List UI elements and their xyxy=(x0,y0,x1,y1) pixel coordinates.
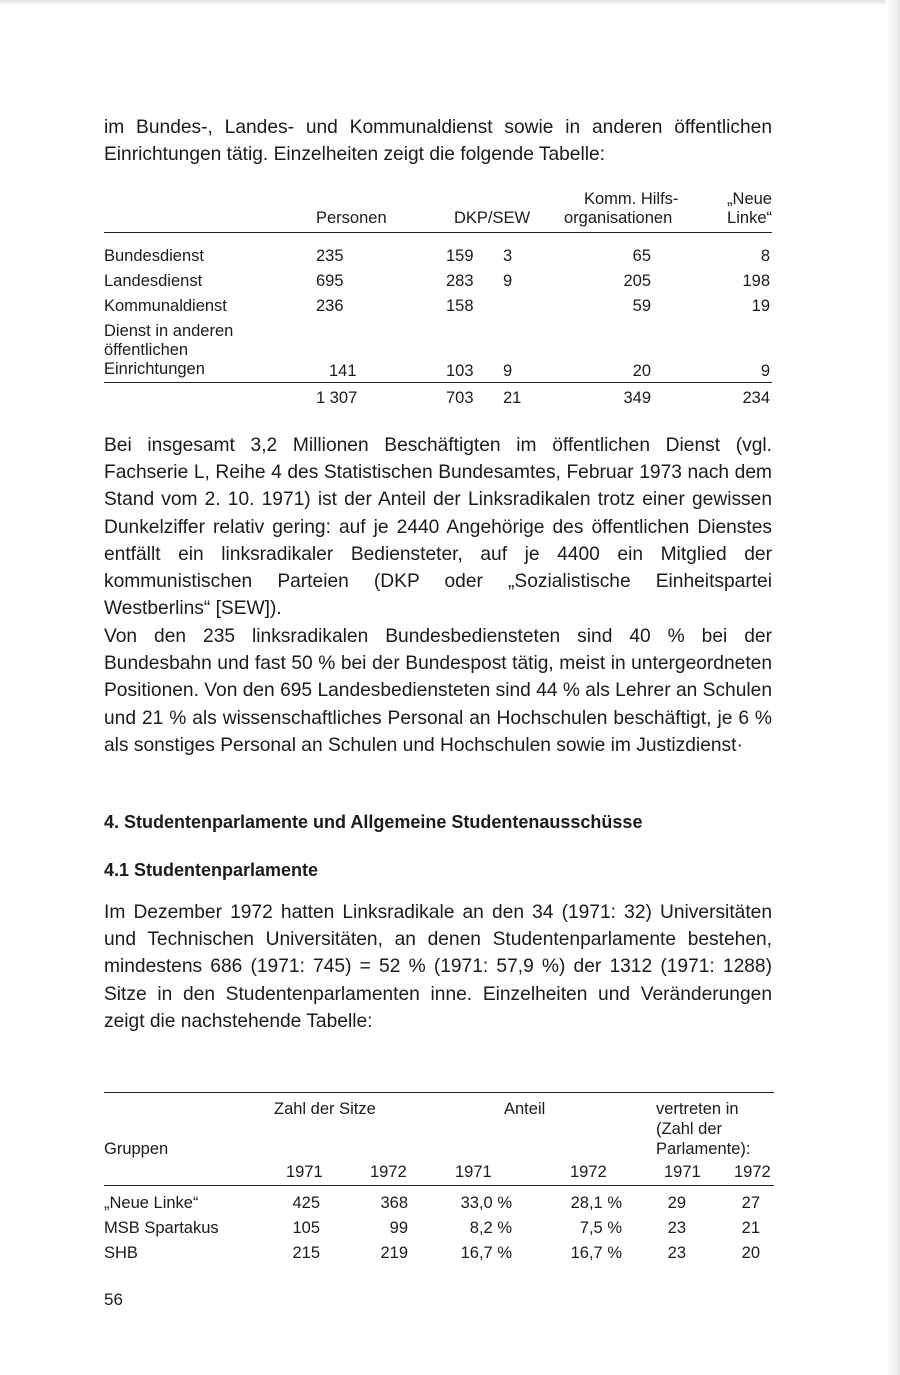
cell-sew: 9 xyxy=(503,272,513,290)
cell-neue: 198 xyxy=(742,272,770,290)
header-rule xyxy=(104,1185,774,1186)
cell-dkp: 159 xyxy=(446,247,474,265)
cell-komm: 20 xyxy=(632,362,651,380)
subsection-heading: 4.1 Studentenparlamente xyxy=(104,860,319,880)
header-gruppen: Gruppen xyxy=(104,1140,169,1158)
cell-vertreten-1972: 21 xyxy=(741,1219,760,1237)
row-label: Kommunaldienst xyxy=(104,297,227,315)
cell-vertreten-1972: 20 xyxy=(741,1244,760,1262)
header-vertreten-1971: 1971 xyxy=(664,1163,701,1181)
cell-sitze-1972: 368 xyxy=(380,1194,408,1212)
cell-sitze-1972: 99 xyxy=(389,1219,408,1237)
top-rule xyxy=(104,1092,774,1093)
header-sitze-1971: 1971 xyxy=(286,1163,323,1181)
cell-sitze-1971: 215 xyxy=(292,1244,320,1262)
cell-vertreten-1972: 27 xyxy=(741,1194,760,1212)
cell-anteil-1972: 16,7 % xyxy=(570,1244,622,1262)
row-label-line2: öffentlichen xyxy=(104,341,189,359)
cell-sitze-1971: 425 xyxy=(292,1194,320,1212)
cell-sew: 3 xyxy=(503,247,513,265)
cell-dkp: 158 xyxy=(446,297,474,315)
header-neue-line2: Linke“ xyxy=(727,209,772,227)
cell-vertreten-1971: 23 xyxy=(667,1219,686,1237)
cell-personen: 235 xyxy=(316,247,344,265)
total-sew: 21 xyxy=(503,389,522,407)
cell-vertreten-1971: 23 xyxy=(667,1244,686,1262)
header-vertreten-line2: (Zahl der xyxy=(656,1120,723,1138)
cell-personen: 236 xyxy=(316,297,344,315)
cell-dkp: 283 xyxy=(446,272,474,290)
cell-neue: 9 xyxy=(760,362,770,380)
row-label-line1: Dienst in anderen xyxy=(104,322,234,340)
row-group: SHB xyxy=(104,1244,138,1262)
row-group: „Neue Linke“ xyxy=(104,1194,199,1212)
intro-paragraph: im Bundes-, Landes- und Kommunaldienst sowie in anderen öffentlichen Einrichtungen tätig. Einzelheiten zeigt die folgende Tabelle: xyxy=(104,117,772,166)
total-komm: 349 xyxy=(623,389,651,407)
body-paragraph-2: Von den 235 linksradikalen Bundesbediensteten sind 40 % bei der Bundesbahn und fast 50 % bei der Bundespost tätig, meist in untergeordneten Positionen. Von den 695 Landesbediensteten sind 44 % als Lehrer an Schulen und 21 % als wissenschaftliches Personal an Hochschulen beschäftigt, je 6 % als sonstiges Personal an Schulen und Hochschulen sowie im Justizdienst· xyxy=(104,626,772,756)
header-rule xyxy=(104,232,772,233)
header-sitze-1972: 1972 xyxy=(370,1163,407,1181)
header-vertreten-line3: Parlamente): xyxy=(656,1140,751,1158)
header-neue-line1: „Neue xyxy=(727,190,772,208)
header-anteil-1972: 1972 xyxy=(570,1163,607,1181)
header-anteil-1971: 1971 xyxy=(455,1163,492,1181)
cell-anteil-1972: 7,5 % xyxy=(579,1219,622,1237)
row-label: Bundesdienst xyxy=(104,247,204,265)
cell-dkp: 103 xyxy=(446,362,474,380)
cell-anteil-1971: 16,7 % xyxy=(460,1244,512,1262)
cell-komm: 205 xyxy=(623,272,651,290)
page-number: 56 xyxy=(104,1290,123,1309)
header-sitze: Zahl der Sitze xyxy=(274,1100,376,1118)
row-label: Landesdienst xyxy=(104,272,203,290)
header-komm-line2: organisationen xyxy=(564,209,673,227)
total-dkp: 703 xyxy=(446,389,474,407)
header-vertreten-line1: vertreten in xyxy=(656,1100,739,1118)
cell-sew: 9 xyxy=(503,362,513,380)
cell-komm: 59 xyxy=(632,297,651,315)
total-personen: 1 307 xyxy=(316,389,358,407)
student-parliaments-table xyxy=(104,1092,774,1272)
header-anteil: Anteil xyxy=(504,1100,546,1118)
header-dkp-sew: DKP/SEW xyxy=(454,209,531,227)
total-neue: 234 xyxy=(742,389,770,407)
row-group: MSB Spartakus xyxy=(104,1219,219,1237)
header-vertreten-1972: 1972 xyxy=(734,1163,771,1181)
totals-rule xyxy=(104,382,772,383)
body-paragraph-3: Im Dezember 1972 hatten Linksradikale an den 34 (1971: 32) Universitäten und Technischen Universitäten, an denen Studentenparlamente bestehen, mindestens 686 (1971: 745) = 52 % (1971: 57,9 %) der 1312 (1971: 1288) Sitze in den Studentenparlamenten inne. Einzelheiten und Veränderungen zeigt die nachstehende Tabelle: xyxy=(104,902,772,1032)
cell-anteil-1971: 33,0 % xyxy=(460,1194,512,1212)
header-personen: Personen xyxy=(316,209,387,227)
cell-neue: 19 xyxy=(751,297,770,315)
cell-sitze-1972: 219 xyxy=(380,1244,408,1262)
scan-edge-right xyxy=(886,0,900,1375)
employees-table xyxy=(104,190,772,420)
cell-vertreten-1971: 29 xyxy=(667,1194,686,1212)
cell-personen: 695 xyxy=(316,272,344,290)
row-label-line3: Einrichtungen xyxy=(104,360,205,378)
scan-edge-top xyxy=(0,0,900,6)
body-paragraph-1: Bei insgesamt 3,2 Millionen Beschäftigten im öffentlichen Dienst (vgl. Fachserie L, Reihe 4 des Statistischen Bundesamtes, Februar 1973 nach dem Stand vom 2. 10. 1971) ist der Anteil der Linksradikalen trotz einer gewissen Dunkelziffer relativ gering: auf je 2440 Angehörige des öffentlichen Dienstes entfällt ein linksradikaler Bediensteter, auf je 4400 ein Mitglied der kommunistischen Parteien (DKP oder „Sozialistische Einheitspartei Westberlins“ [SEW]). xyxy=(104,435,772,620)
cell-anteil-1971: 8,2 % xyxy=(469,1219,512,1237)
cell-sitze-1971: 105 xyxy=(292,1219,320,1237)
cell-anteil-1972: 28,1 % xyxy=(570,1194,622,1212)
header-komm-line1: Komm. Hilfs- xyxy=(584,190,679,208)
cell-personen: 141 xyxy=(329,362,357,380)
cell-neue: 8 xyxy=(760,247,770,265)
cell-komm: 65 xyxy=(632,247,651,265)
section-heading: 4. Studentenparlamente und Allgemeine Studentenausschüsse xyxy=(104,812,643,832)
